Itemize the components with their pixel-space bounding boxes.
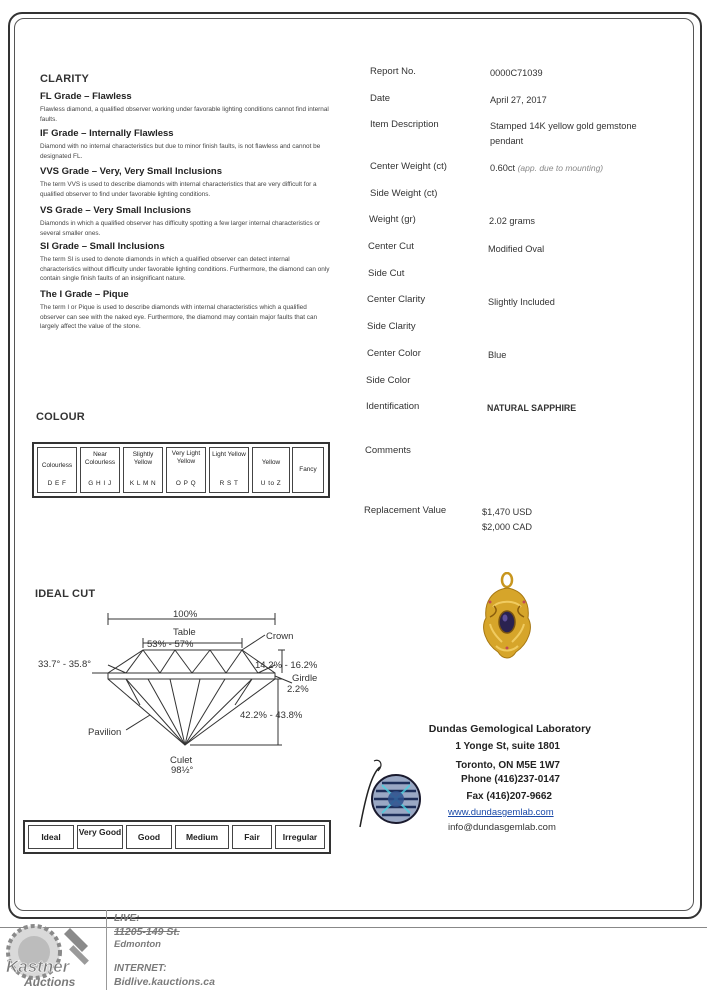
girdle-value-label: 2.2% (287, 684, 309, 695)
field-label: Weight (gr) (369, 214, 416, 225)
field-label: Side Clarity (367, 321, 416, 332)
diamond-cut-diagram (30, 605, 330, 785)
footer-internet-url[interactable]: Bidlive.kauctions.ca (114, 976, 215, 988)
colour-cell-head: Light Yellow (212, 451, 246, 458)
field-label: Item Description (370, 119, 439, 130)
lab-fax: Fax (416)207-9662 (466, 791, 552, 802)
replacement-label: Replacement Value (364, 505, 447, 516)
lab-phone: Phone (416)237-0147 (461, 774, 560, 785)
kastner-logo (4, 918, 102, 992)
replacement-cad: $2,000 CAD (482, 522, 533, 532)
colour-cell-letters: O P Q (175, 480, 197, 487)
grade-title: FL Grade – Flawless (40, 91, 132, 102)
colour-cell-letters: D E F (47, 480, 67, 487)
grade-title: SI Grade – Small Inclusions (40, 241, 165, 252)
ideal-cut-heading: IDEAL CUT (35, 588, 96, 600)
field-label: Side Cut (368, 268, 405, 279)
grade-description: Flawless diamond, a qualified observer working under favorable lighting conditions cannot find internal faults. (40, 106, 329, 123)
clarity-grade-si (40, 241, 330, 284)
field-label: Center Cut (368, 241, 414, 252)
colour-cell (37, 447, 77, 493)
cut-grade-cell: Medium (175, 825, 229, 849)
field-label: Date (370, 93, 391, 104)
item-description: Stamped 14K yellow gold gemstone pendant (490, 121, 637, 146)
cut-grade-cell: Irregular (275, 825, 325, 849)
colour-cell-letters: R S T (219, 480, 239, 487)
colour-heading: COLOUR (36, 411, 85, 423)
table-range-label: 53% - 57% (147, 639, 194, 650)
colour-cell (166, 447, 206, 493)
grade-title: VS Grade – Very Small Inclusions (40, 205, 192, 216)
field-label: Side Color (366, 375, 411, 386)
crown-height-label: 14.2% - 16.2% (255, 660, 318, 671)
logo-text-auctions: Auctions (24, 975, 76, 989)
hologram-seal (352, 755, 430, 830)
clarity-heading: CLARITY (40, 73, 90, 85)
field-label: Side Weight (ct) (370, 188, 438, 199)
colour-cell-head: Near Colourless (84, 451, 116, 466)
culet-value-label: 98½° (171, 765, 194, 776)
clarity-grade-if (40, 128, 330, 161)
colour-cell (209, 447, 249, 493)
lab-address-1: 1 Yonge St, suite 1801 (455, 741, 560, 752)
grade-title: VVS Grade – Very, Very Small Inclusions (40, 166, 222, 177)
footer-internet-label: INTERNET: (114, 963, 167, 974)
replacement-usd: $1,470 USD (482, 507, 533, 517)
pavilion-label: Pavilion (88, 727, 122, 738)
grade-description: Diamond with no internal characteristics but due to minor finish faults, is not flawless and cannot be designated FL. (40, 143, 321, 160)
colour-cell (292, 447, 324, 493)
colour-cell-letters: K L M N (129, 480, 157, 487)
clarity-grade-fl (40, 91, 330, 124)
field-label: Center Weight (ct) (370, 161, 447, 172)
logo-text-kastner: Kastner (6, 957, 70, 976)
footer-vertical-divider (106, 910, 107, 990)
grade-description: The term SI is used to denote diamonds in which a qualified observer can detect internal characteristics without difficulty under favorable lighting conditions. Furthermore, the diamond can only contain single finish faults of an insignificant nature. (40, 256, 330, 282)
center-weight-value: 0.60ct (490, 163, 516, 173)
center-color: Blue (488, 350, 507, 360)
clarity-grade-pique (40, 289, 330, 332)
report-number: 0000C71039 (490, 68, 543, 78)
footer-live-address-2: Edmonton (114, 939, 161, 950)
grade-description: The term I or Pique is used to describe diamonds with internal characteristics which a qualified observer can see with the naked eye. Furthermore, the diamond may contain major faults that can largely affect the value of the stone. (40, 304, 318, 330)
girdle-label: Girdle (292, 673, 318, 684)
pavilion-depth-label: 42.2% - 43.8% (240, 710, 303, 721)
center-weight-note: (app. due to mounting) (517, 163, 604, 173)
comments-label: Comments (365, 445, 411, 456)
report-date: April 27, 2017 (490, 95, 547, 105)
grade-description: Diamonds in which a qualified observer has difficulty spotting a few larger internal characteristics or several smaller ones. (40, 220, 321, 237)
grade-title: The I Grade – Pique (40, 289, 129, 300)
grade-description: The term VVS is used to describe diamonds with internal characteristics that are very difficult for a qualified observer to find under favorable lighting conditions. (40, 181, 317, 198)
lab-email: info@dundasgemlab.com (448, 822, 556, 833)
field-label: Identification (366, 401, 420, 412)
field-label: Center Clarity (367, 294, 426, 305)
cut-grade-cell: Ideal (28, 825, 74, 849)
cut-grade-cell: Fair (232, 825, 272, 849)
cut-grade-cell: Good (126, 825, 172, 849)
center-weight (490, 161, 603, 176)
crown-label: Crown (266, 631, 294, 642)
colour-cell (80, 447, 120, 493)
crown-angle-label: 33.7° - 35.8° (38, 659, 92, 670)
field-label: Center Color (367, 348, 421, 359)
colour-cell-head: Very Light Yellow (171, 450, 201, 465)
colour-cell-letters: U to Z (260, 480, 282, 487)
cut-grade-table (23, 820, 331, 854)
field-label: Report No. (370, 66, 416, 77)
colour-cell-head: Yellow (261, 459, 281, 466)
lab-website-link[interactable]: www.dundasgemlab.com (448, 807, 554, 818)
colour-cell-head: Fancy (299, 466, 317, 473)
total-width-label: 100% (173, 609, 198, 620)
colour-cell (123, 447, 163, 493)
colour-scale-table (32, 442, 330, 498)
colour-cell-head: Slightly Yellow (132, 451, 154, 466)
colour-cell-head: Colourless (41, 462, 73, 469)
grade-title: IF Grade – Internally Flawless (40, 128, 174, 139)
clarity-grade-vvs (40, 166, 330, 199)
center-cut: Modified Oval (488, 244, 545, 254)
cut-grade-cell: Very Good (77, 825, 123, 849)
colour-cell-letters: G H I J (88, 480, 112, 487)
footer-live-address-1: 11205-149 St. (114, 926, 180, 938)
lab-name: Dundas Gemological Laboratory (428, 723, 591, 735)
identification: NATURAL SAPPHIRE (487, 403, 577, 413)
pendant-photo (478, 572, 536, 664)
clarity-grade-vs (40, 205, 330, 238)
weight-grams: 2.02 grams (489, 216, 535, 226)
footer-live-label: LIVE: (114, 913, 140, 924)
table-label: Table (173, 627, 196, 638)
colour-cell (252, 447, 290, 493)
center-clarity: Slightly Included (488, 297, 555, 307)
lab-address-2: Toronto, ON M5E 1W7 (455, 760, 560, 771)
culet-label: Culet (170, 755, 193, 766)
